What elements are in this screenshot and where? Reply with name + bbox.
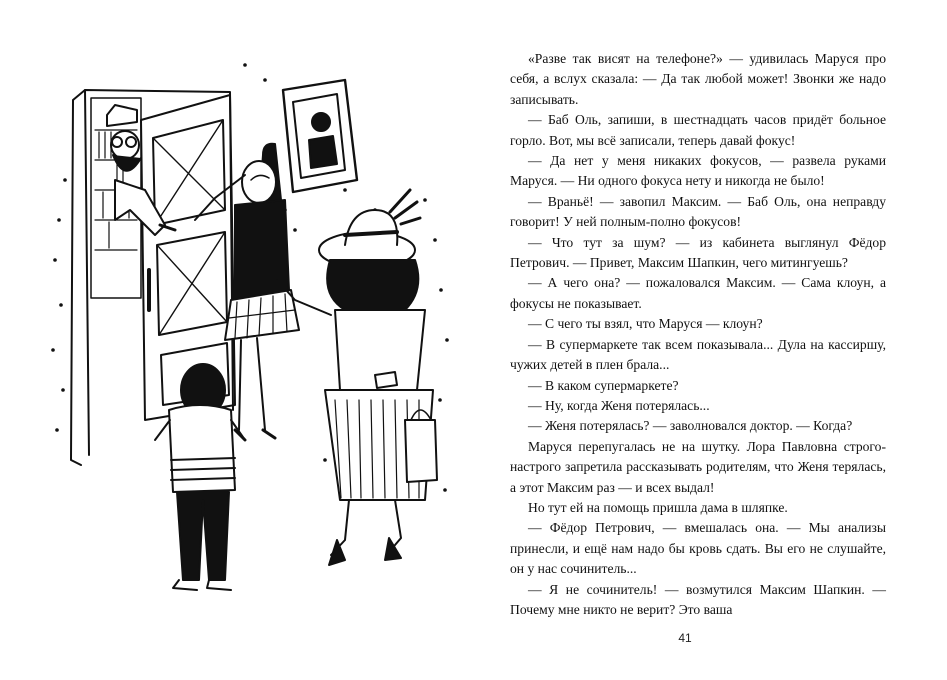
paragraph: — В супермаркете так всем показывала... Дула на кассиршу, чужих детей в плен брала... bbox=[510, 336, 886, 373]
paragraph: Маруся перепугалась не на шутку. Лора Павловна строго-настрого запретила рассказывать родителям, что Женя терялась, а этот Максим раз — и всех выдал! bbox=[510, 438, 886, 495]
paragraph: — А чего она? — пожаловался Максим. — Сама клоун, а фокусы не показывает. bbox=[510, 275, 886, 311]
paragraph: — В каком супермаркете? bbox=[528, 377, 679, 393]
paragraph: — Я не сочинитель! — возмутился Максим Шапкин. — Почему мне никто не верит? Это ваша bbox=[510, 581, 886, 617]
paragraph: — Враньё! — завопил Максим. — Баб Оль, она неправду говорит! У ней полным-полно фокусов! bbox=[510, 193, 886, 230]
paragraph: Но тут ей на помощь пришла дама в шляпке. bbox=[528, 499, 788, 515]
paragraph: — Ну, когда Женя потерялась... bbox=[528, 397, 710, 413]
paragraph: «Разве так висят на телефоне?» — удивилась Маруся про себя, а вслух сказала: — Да так любой может! Звонки же надо записывать. bbox=[510, 51, 886, 107]
wall-portrait bbox=[283, 80, 357, 192]
paragraph: — Да нет у меня никаких фокусов, — развела руками Маруся. — Ни одного фокуса нету и никогда не было! bbox=[510, 153, 886, 189]
paragraph: — Женя потерялась? — заволновался доктор. — Когда? bbox=[528, 418, 853, 434]
paragraph: — С чего ты взял, что Маруся — клоун? bbox=[528, 316, 763, 332]
page-number: 41 bbox=[678, 631, 692, 645]
woman-in-hat-figure bbox=[277, 190, 437, 565]
paragraph: — Фёдор Петрович, — вмешалась она. — Мы анализы принесли, и ещё нам надо бы кровь сдать. Вы его не слушайте, он у нас сочинитель... bbox=[510, 520, 886, 577]
boy-figure bbox=[155, 364, 245, 590]
paragraph: — Что тут за шум? — из кабинета выглянул Фёдор Петрович. — Привет, Максим Шапкин, чего митингуешь? bbox=[510, 234, 886, 271]
text-column bbox=[510, 49, 886, 620]
paragraph: — Баб Оль, запиши, в шестнадцать часов придёт больное горло. Вот, мы всё записали, теперь давай фокус! bbox=[510, 112, 886, 148]
illustration-doctor-office bbox=[45, 60, 465, 620]
